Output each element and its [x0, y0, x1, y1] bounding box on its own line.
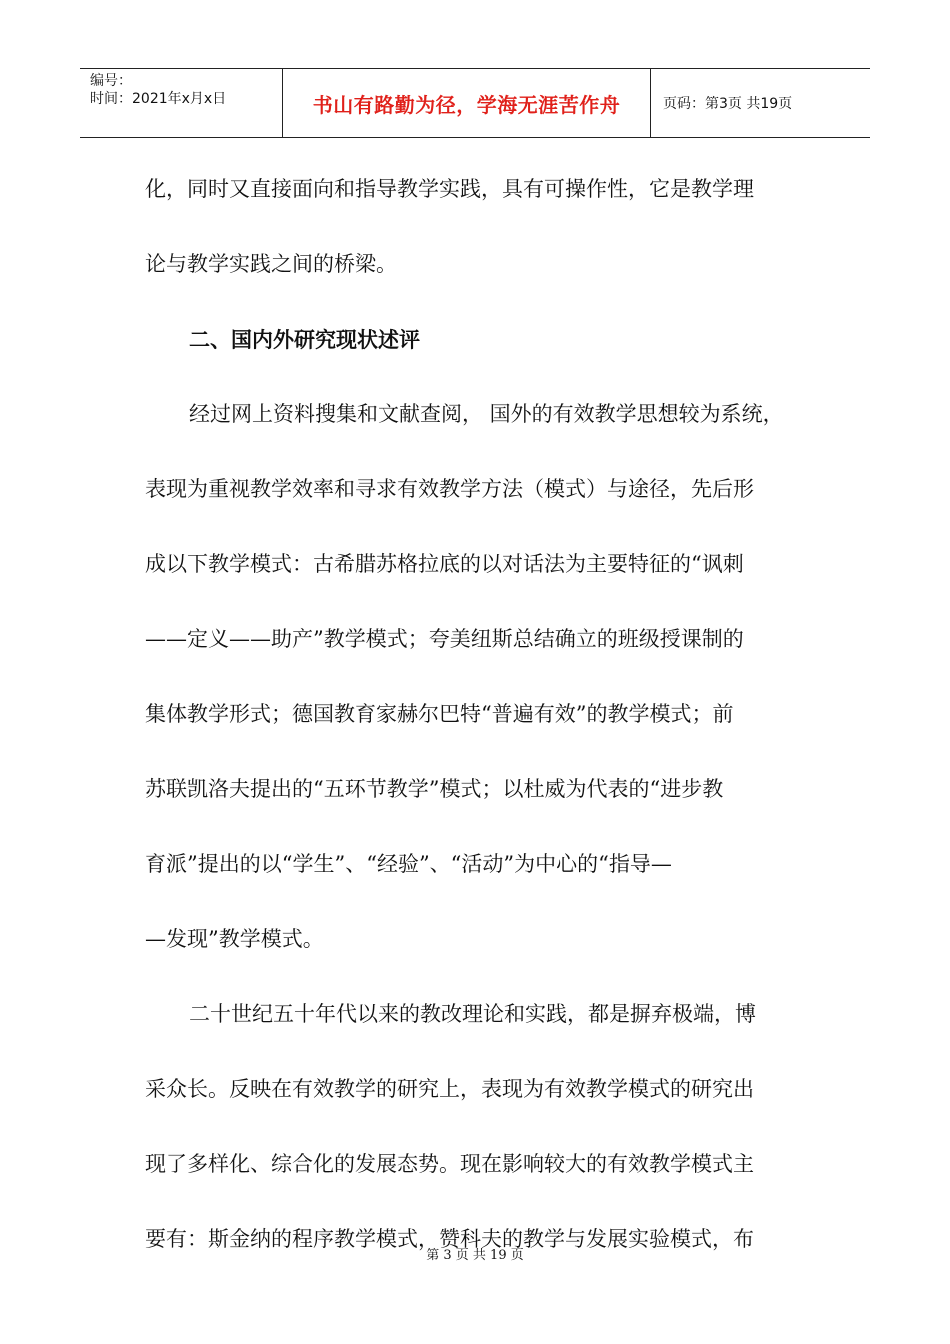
section-heading: 二、国内外研究现状述评	[189, 327, 420, 352]
body-line: 论与教学实践之间的桥梁。	[145, 252, 397, 276]
body-line: ——定义——助产”教学模式；夸美纽斯总结确立的班级授课制的	[145, 627, 744, 651]
body-line: 表现为重视教学效率和寻求有效教学方法（模式）与途径，先后形	[145, 477, 754, 501]
page-header	[80, 68, 870, 138]
body-line: 二十世纪五十年代以来的教改理论和实践，都是摒弃极端，博	[189, 1002, 756, 1026]
body-line: 育派”提出的以“学生”、“经验”、“活动”为中心的“指导—	[145, 852, 672, 876]
header-meta-cell	[80, 69, 283, 137]
body-line: 现了多样化、综合化的发展态势。现在影响较大的有效教学模式主	[145, 1152, 754, 1176]
time-label: 时间：2021年x月x日	[90, 91, 227, 107]
body-line: 采众长。反映在有效教学的研究上，表现为有效教学模式的研究出	[145, 1077, 754, 1101]
header-page-cell	[651, 69, 870, 137]
page-info: 页码：第3页 共19页	[663, 96, 793, 112]
body-line: 成以下教学模式：古希腊苏格拉底的以对话法为主要特征的“讽刺	[145, 552, 744, 576]
header-motto-cell	[283, 69, 651, 137]
footer-page-number: 第 3 页 共 19 页	[426, 1248, 524, 1263]
body-line: 经过网上资料搜集和文献查阅， 国外的有效教学思想较为系统，	[189, 402, 784, 426]
page-footer	[0, 1244, 950, 1263]
document-body	[145, 152, 809, 1277]
body-line: 要有：斯金纳的程序教学模式，赞科夫的教学与发展实验模式，布	[145, 1227, 754, 1251]
body-line: 集体教学形式；德国教育家赫尔巴特“普遍有效”的教学模式；前	[145, 702, 734, 726]
body-line: 苏联凯洛夫提出的“五环节教学”模式；以杜威为代表的“进步教	[145, 777, 724, 801]
body-line: —发现”教学模式。	[145, 927, 324, 951]
motto-text: 书山有路勤为径，学海无涯苦作舟	[312, 92, 621, 117]
number-label: 编号：	[90, 73, 132, 89]
body-line: 化，同时又直接面向和指导教学实践，具有可操作性，它是教学理	[145, 177, 754, 201]
